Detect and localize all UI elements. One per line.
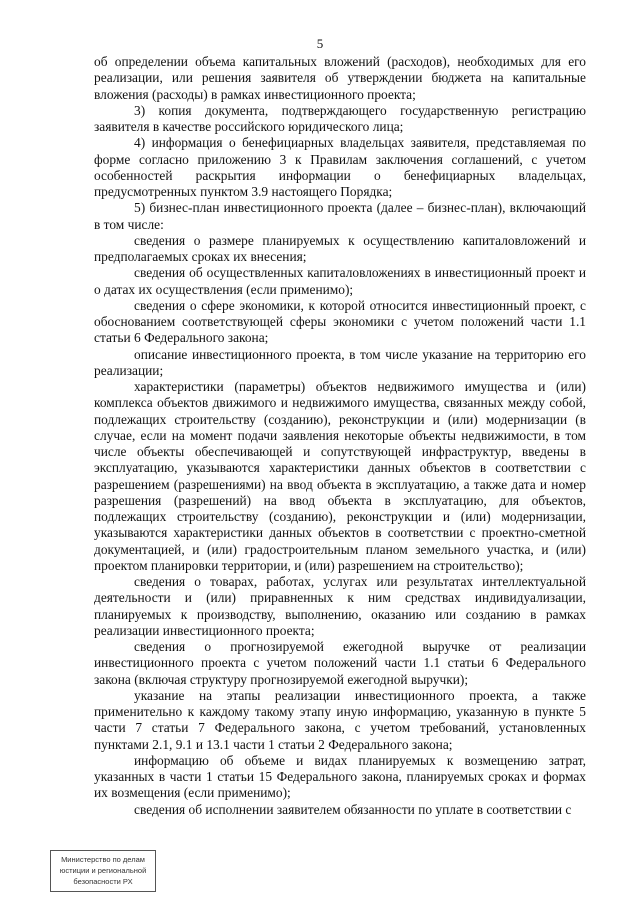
document-body bbox=[94, 54, 586, 818]
paragraph: сведения о сфере экономики, к которой относится инвестиционный проект, с обоснованием соответствующей сферы экономики с учетом положений части 1.1 статьи 6 Федерального закона; bbox=[94, 297, 586, 346]
page-number: 5 bbox=[316, 36, 324, 51]
paragraph: об определении объема капитальных вложений (расходов), необходимых для его реализации, или решения заявителя об утверждении бюджета на капитальные вложения (расходы) в рамках инвестиционного проекта; bbox=[94, 54, 586, 102]
paragraph: указание на этапы реализации инвестиционного проекта, а также применительно к каждому такому этапу иную информацию, указанную в пункте 5 части 7 статьи 7 Федерального закона, с учетом требований, установленных пунктами 2.1, 9.1 и 13.1 части 1 статьи 2 Федерального закона; bbox=[94, 687, 586, 752]
paragraph: сведения об исполнении заявителем обязанности по уплате в соответствии с bbox=[134, 801, 572, 817]
paragraph: 4) информация о бенефициарных владельцах заявителя, представляемая по форме согласно приложению 3 к Правилам заключения соглашений, с учетом особенностей раскрытия информации о бенефициарных владельцах, предусмотренных пунктом 3.9 настоящего Порядка; bbox=[94, 135, 586, 199]
stamp-line: Министерство по делам bbox=[61, 855, 145, 864]
paragraph: сведения о прогнозируемой ежегодной выручке от реализации инвестиционного проекта с учетом положений части 1.1 статьи 6 Федерального закона (включая структуру прогнозируемой ежегодной выручки); bbox=[94, 639, 586, 687]
stamp-line: юстиции и региональной bbox=[59, 866, 147, 875]
paragraph: описание инвестиционного проекта, в том числе указание на территорию его реализации; bbox=[94, 346, 586, 378]
paragraph: сведения о размере планируемых к осуществлению капиталовложений и предполагаемых сроках их внесения; bbox=[94, 232, 586, 264]
paragraph: сведения об осуществленных капиталовложениях в инвестиционный проект и о датах их осуществления (если применимо); bbox=[94, 265, 586, 297]
paragraph: 5) бизнес-план инвестиционного проекта (далее – бизнес-план), включающий в том числе: bbox=[94, 200, 586, 232]
stamp-line: безопасности РХ bbox=[73, 877, 133, 886]
paragraph: сведения о товарах, работах, услугах или результатах интеллектуальной деятельности и (или) приравненных к ним средствах индивидуализации, планируемых к производству, выполнению, оказанию или созданию в рамках реализации инвестиционного проекта; bbox=[94, 574, 586, 638]
paragraph: 3) копия документа, подтверждающего государственную регистрацию заявителя в качестве российского юридического лица; bbox=[94, 102, 586, 134]
paragraph: информацию об объеме и видах планируемых к возмещению затрат, указанных в части 1 статьи 15 Федерального закона, планируемых сроках и формах их возмещения (если применимо); bbox=[94, 752, 586, 801]
paragraph: характеристики (параметры) объектов недвижимого имущества и (или) комплекса объектов движимого и недвижимого имущества, связанных между собой, подлежащих строительству (созданию), реконструкции и (или) модернизации (в случае, если на момент подачи заявления некоторые объекты недвижимости, в том числе объекты обеспечивающей и сопутствующей инфраструктур, введены в эксплуатацию, указываются характеристики данных объектов в соответствии с разрешением (разрешениями) на ввод объекта в эксплуатацию, а также дата и номер разрешения (разрешений) на ввод объекта в эксплуатацию, для объектов, подлежащих строительству (созданию), реконструкции и (или) модернизации, указываются характеристики данных объектов в соответствии с проектно-сметной документацией, и (или) градостроительным планом земельного участка, и (или) проектом планировки территории, и (или) разрешением на строительство); bbox=[94, 379, 586, 573]
ministry-stamp bbox=[50, 850, 156, 892]
